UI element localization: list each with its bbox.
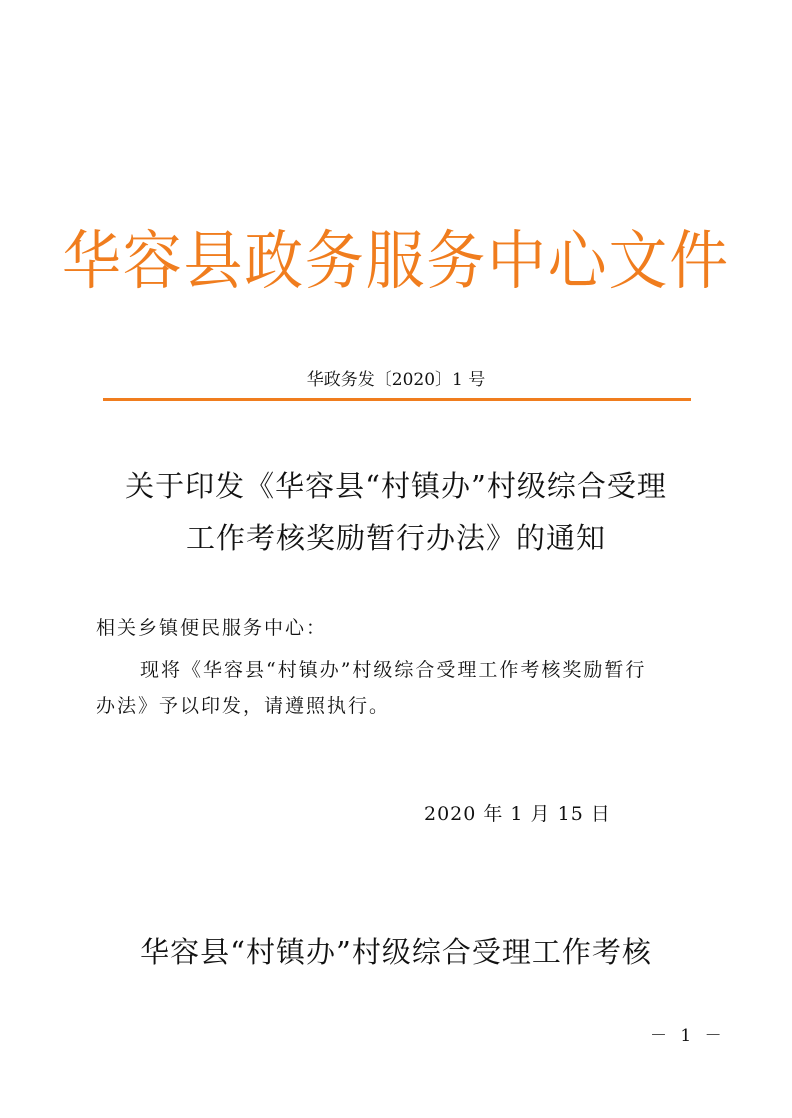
salutation: 相关乡镇便民服务中心： xyxy=(96,617,328,639)
document-header-title: 华容县政务服务中心文件 xyxy=(62,225,730,299)
issue-date: 2020 年 1 月 15 日 xyxy=(424,803,611,825)
document-number: 华政务发〔2020〕1 号 xyxy=(306,370,486,390)
page-number: － 1 － xyxy=(650,1026,726,1046)
notice-title-line-1: 关于印发《华容县“村镇办”村级综合受理 xyxy=(125,469,667,503)
attachment-title: 华容县“村镇办”村级综合受理工作考核 xyxy=(140,935,652,969)
body-paragraph-line-2: 办法》予以印发，请遵照执行。 xyxy=(96,695,391,717)
notice-title-line-2: 工作考核奖励暂行办法》的通知 xyxy=(185,521,606,555)
header-divider-line xyxy=(103,398,691,401)
body-paragraph-line-1: 现将《华容县“村镇办”村级综合受理工作考核奖励暂行 xyxy=(140,659,647,681)
